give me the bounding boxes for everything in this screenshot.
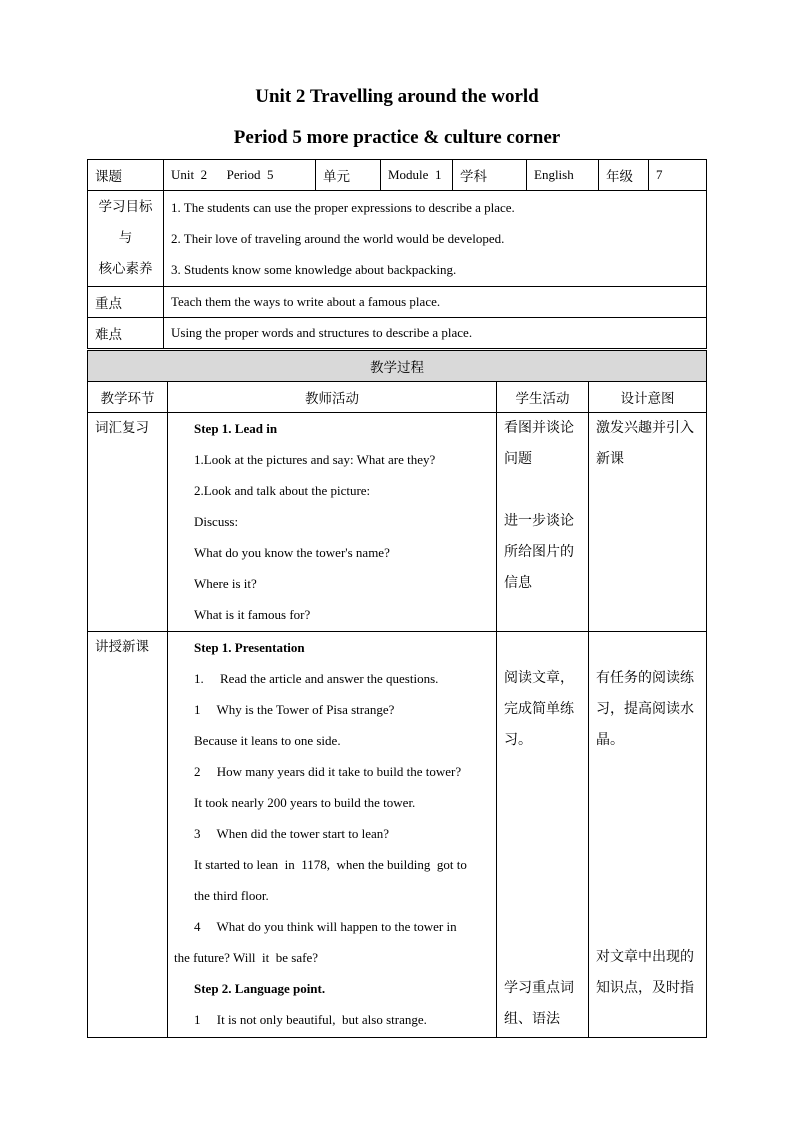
activity-line: It took nearly 200 years to build the tower. bbox=[194, 795, 416, 810]
goal-item: 2. Their love of traveling around the world would be developed. bbox=[171, 231, 505, 246]
intent-text: 对文章中出现的知识点，及时指 bbox=[596, 949, 694, 996]
activity-line: It started to lean in 1178, when the building got to bbox=[194, 857, 467, 872]
step-heading: Step 1. Lead in bbox=[194, 421, 278, 436]
activity-line: 1 Why is the Tower of Pisa strange? bbox=[194, 702, 395, 717]
document-subtitle: Period 5 more practice & culture corner bbox=[233, 127, 561, 148]
process-header: 教学过程 bbox=[88, 351, 707, 382]
nianji-label: 年级 bbox=[599, 160, 649, 191]
activity-line: What is it famous for? bbox=[194, 607, 311, 622]
student-text: 看图并谈论问题 bbox=[504, 420, 574, 467]
activity-line: 4 What do you think will happen to the tower in bbox=[194, 919, 457, 934]
activity-line: 3 When did the tower start to lean? bbox=[194, 826, 390, 841]
col-stage-header: 教学环节 bbox=[88, 382, 168, 413]
student-text: 阅读文章，完成简单练习。 bbox=[504, 670, 574, 748]
goals-label-line3: 核心素养 bbox=[98, 261, 153, 277]
activity-line: Where is it? bbox=[194, 576, 257, 591]
step-heading: Step 1. Presentation bbox=[194, 640, 305, 655]
goals-cell bbox=[164, 191, 707, 287]
teacher-activity-2 bbox=[168, 632, 497, 1038]
goal-item: 1. The students can use the proper expressions to describe a place. bbox=[171, 200, 515, 215]
teaching-process-table bbox=[87, 350, 707, 1038]
activity-line: 1. Read the article and answer the questions. bbox=[194, 671, 439, 686]
col-intent-header: 设计意图 bbox=[589, 382, 707, 413]
goal-item: 3. Students know some knowledge about backpacking. bbox=[171, 262, 457, 277]
activity-line: What do you know the tower's name? bbox=[194, 545, 390, 560]
stage-label: 词汇复习 bbox=[95, 420, 149, 436]
student-text: 学习重点词组、语法 bbox=[504, 980, 574, 1027]
activity-line: the future? Will it be safe? bbox=[174, 950, 318, 965]
difficulty-label: 难点 bbox=[88, 318, 164, 349]
step-heading: Step 2. Language point. bbox=[194, 981, 326, 996]
key-point-value: Teach them the ways to write about a famous place. bbox=[164, 287, 707, 318]
xueke-label: 学科 bbox=[453, 160, 527, 191]
activity-line: 2.Look and talk about the picture: bbox=[194, 483, 371, 498]
xueke-value: English bbox=[527, 160, 599, 191]
student-activity-1 bbox=[497, 413, 589, 632]
design-intent-2 bbox=[589, 632, 707, 1038]
intent-text: 有任务的阅读练习，提高阅读水晶。 bbox=[596, 670, 694, 748]
col-student-header: 学生活动 bbox=[497, 382, 589, 413]
goals-label-line2: 与 bbox=[118, 230, 133, 246]
intent-text: 激发兴趣并引入新课 bbox=[596, 420, 694, 467]
activity-line: Because it leans to one side. bbox=[194, 733, 341, 748]
nianji-value: 7 bbox=[649, 160, 707, 191]
activity-line: Discuss: bbox=[194, 514, 239, 529]
danyuan-label: 单元 bbox=[316, 160, 381, 191]
col-teacher-header: 教师活动 bbox=[168, 382, 497, 413]
keti-label: 课题 bbox=[88, 160, 164, 191]
danyuan-value: Module 1 bbox=[381, 160, 453, 191]
document-title: Unit 2 Travelling around the world bbox=[255, 86, 539, 107]
lesson-info-table bbox=[87, 159, 707, 349]
teacher-activity-1 bbox=[168, 413, 497, 632]
student-text: 进一步谈论所给图片的信息 bbox=[504, 513, 574, 591]
stage-new-lesson bbox=[88, 632, 168, 1038]
student-activity-2 bbox=[497, 632, 589, 1038]
activity-line: 1.Look at the pictures and say: What are they? bbox=[194, 452, 436, 467]
design-intent-1 bbox=[589, 413, 707, 632]
activity-line: 2 How many years did it take to build the tower? bbox=[194, 764, 462, 779]
stage-vocab-review bbox=[88, 413, 168, 632]
key-point-label: 重点 bbox=[88, 287, 164, 318]
difficulty-value: Using the proper words and structures to describe a place. bbox=[164, 318, 707, 349]
keti-value: Unit 2 Period 5 bbox=[164, 160, 316, 191]
stage-label: 讲授新课 bbox=[95, 639, 149, 655]
goals-label-line1: 学习目标 bbox=[98, 199, 153, 215]
activity-line: the third floor. bbox=[194, 888, 269, 903]
activity-line: 1 It is not only beautiful, but also strange. bbox=[194, 1012, 427, 1027]
